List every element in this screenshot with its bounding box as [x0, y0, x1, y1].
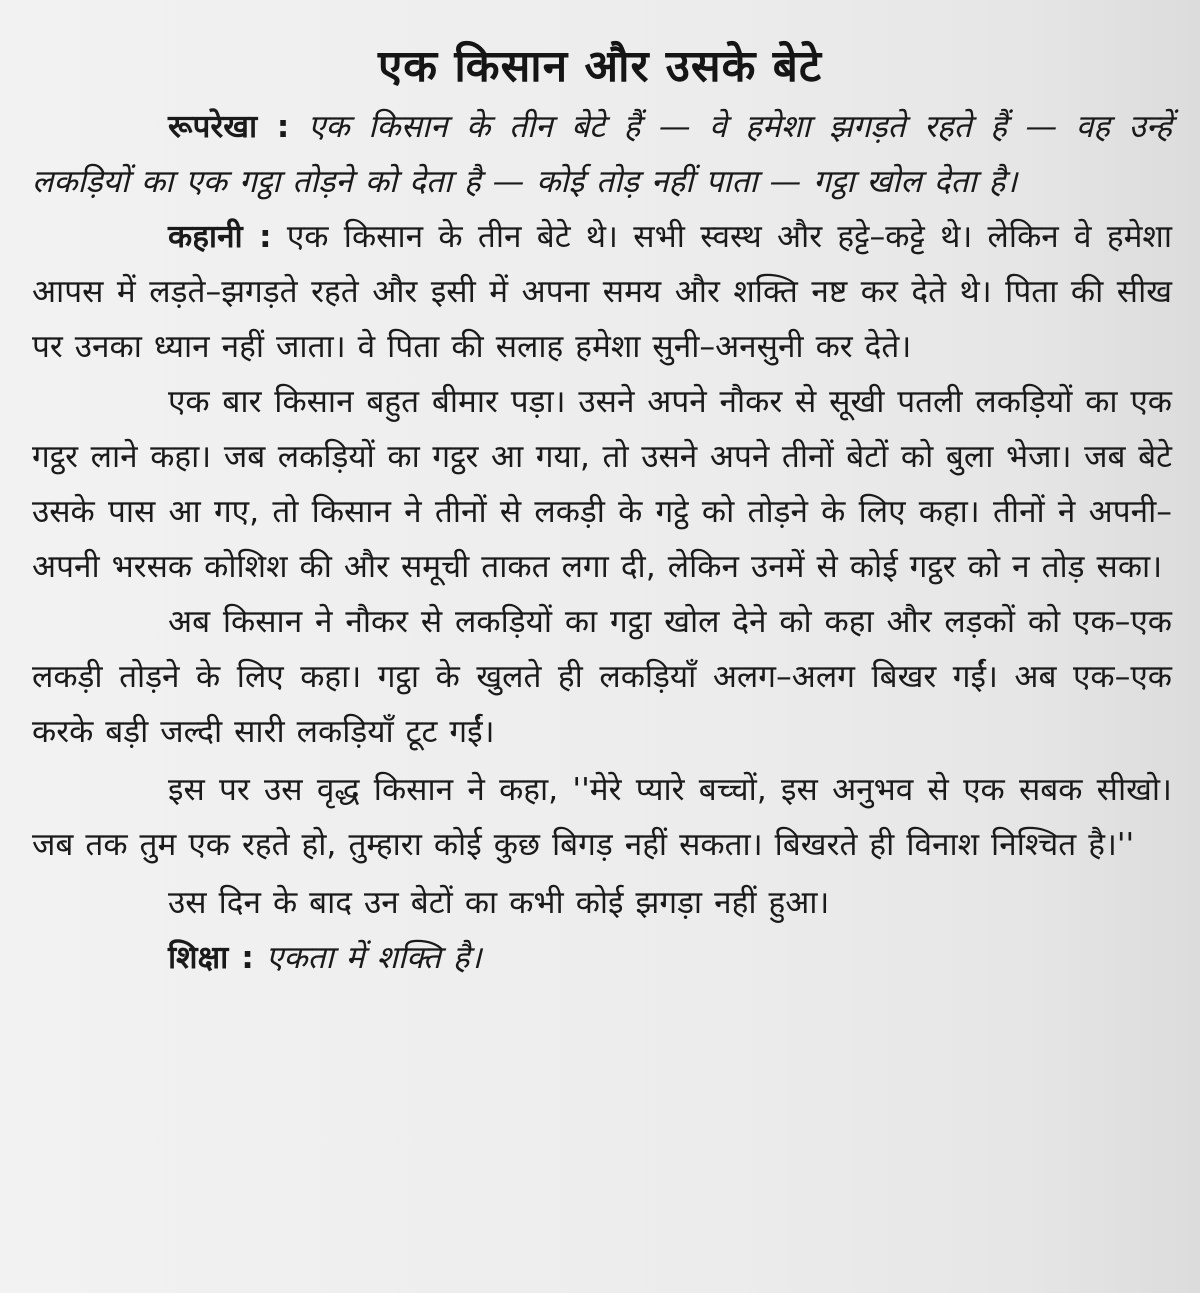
story-paragraph-1: [32, 210, 1172, 375]
story-paragraph-4: इस पर उस वृद्ध किसान ने कहा, ''मेरे प्यारे बच्चों, इस अनुभव से एक सबक सीखो। जब तक तुम एक रहते हो, तुम्हारा कोई कुछ बिगड़ नहीं सकता। बिखरते ही विनाश निश्चित है।'': [32, 772, 1172, 863]
moral-paragraph: [32, 931, 1172, 986]
moral-label: शिक्षा :: [168, 940, 254, 976]
story-paragraph-3: अब किसान ने नौकर से लकड़ियों का गट्ठा खोल देने को कहा और लड़कों को एक–एक लकड़ी तोड़ने के लिए कहा। गट्ठा के खुलते ही लकड़ियाँ अलग–अलग बिखर गईं। अब एक–एक करके बड़ी जल्दी सारी लकड़ियाँ टूट गईं।: [32, 604, 1172, 750]
moral-text: एकता में शक्ति है।: [265, 940, 482, 976]
story-paragraph-text: एक किसान के तीन बेटे थे। सभी स्वस्थ और हट्टे–कट्टे थे। लेकिन वे हमेशा आपस में लड़ते–झगड़ते रहते और इसी में अपना समय और शक्ति नष्ट कर देते थे। पिता की सीख पर उनका ध्यान नहीं जाता। वे पिता की सलाह हमेशा सुनी–अनसुनी कर देते।: [32, 219, 1172, 365]
story-label: कहानी :: [168, 219, 272, 255]
outline-text: एक किसान के तीन बेटे हैं — वे हमेशा झगड़ते रहते हैं — वह उन्हें लकड़ियों का एक गट्ठा तोड़ने को देता है — कोई तोड़ नहीं पाता — गट्ठा खोल देता है।: [32, 109, 1172, 200]
story-paragraph-5: उस दिन के बाद उन बेटों का कभी कोई झगड़ा नहीं हुआ।: [168, 885, 830, 921]
outline-paragraph: [32, 100, 1172, 210]
outline-label: रूपरेखा :: [168, 109, 290, 145]
story-paragraph-2: एक बार किसान बहुत बीमार पड़ा। उसने अपने नौकर से सूखी पतली लकड़ियों का एक गट्ठर लाने कहा। जब लकड़ियों का गट्ठर आ गया, तो उसने अपने तीनों बेटों को बुला भेजा। जब बेटे उसके पास आ गए, तो किसान ने तीनों से लकड़ी के गट्ठे को तोड़ने के लिए कहा। तीनों ने अपनी–अपनी भरसक कोशिश की और समूची ताकत लगा दी, लेकिन उनमें से कोई गट्ठर को न तोड़ सका।: [32, 384, 1172, 585]
story-body: [32, 100, 1172, 986]
story-title: एक किसान और उसके बेटे: [377, 41, 823, 92]
